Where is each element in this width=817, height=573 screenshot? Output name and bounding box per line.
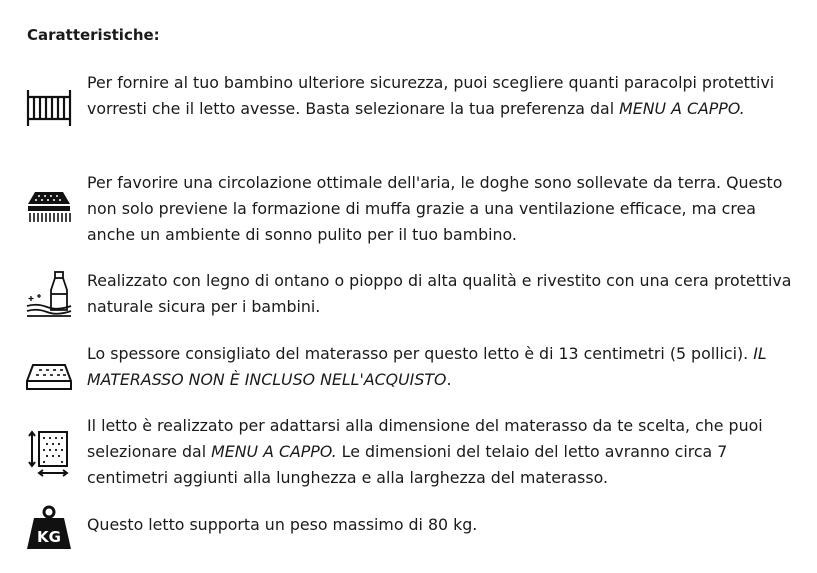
feature-text: Realizzato con legno di ontano o pioppo di alta qualità e rivestito con una cera protettiva naturale sicura per i bambini. — [87, 271, 792, 316]
crib-icon — [25, 84, 73, 132]
feature-text: Questo letto supporta un peso massimo di 80 kg. — [87, 515, 478, 534]
section-heading: Caratteristiche: — [27, 26, 160, 44]
mattress-icon — [25, 355, 73, 403]
wood-wax-icon — [25, 270, 73, 318]
feature-text: Per fornire al tuo bambino ulteriore sicurezza, puoi scegliere quanti paracolpi protettivi vorresti che il letto avesse. Basta selezionare la tua preferenza dal MENU A CAPPO. — [87, 73, 775, 118]
feature-text: Il letto è realizzato per adattarsi alla dimensione del materasso da te scelta, che puoi selezionare dal MENU A CAPPO. Le dimensioni del telaio del letto avranno circa 7 centimetri aggiunti alla lunghezza e alla larghezza del materasso. — [87, 416, 763, 487]
feature-text: Per favorire una circolazione ottimale dell'aria, le doghe sono sollevate da terra. Questo non solo previene la formazione di muffa grazie a una ventilazione efficace, ma crea anche un ambiente di sonno pulito per il tuo bambino. — [87, 173, 783, 244]
mattress-slats-icon — [25, 182, 73, 230]
feature-text: Lo spessore consigliato del materasso per questo letto è di 13 centimetri (5 pollici). IL MATERASSO NON È INCLUSO NELL'ACQUISTO. — [87, 344, 767, 389]
weight-kg-icon — [25, 504, 73, 552]
weight-icon-label: KG — [37, 528, 61, 546]
dimensions-icon — [25, 429, 73, 477]
